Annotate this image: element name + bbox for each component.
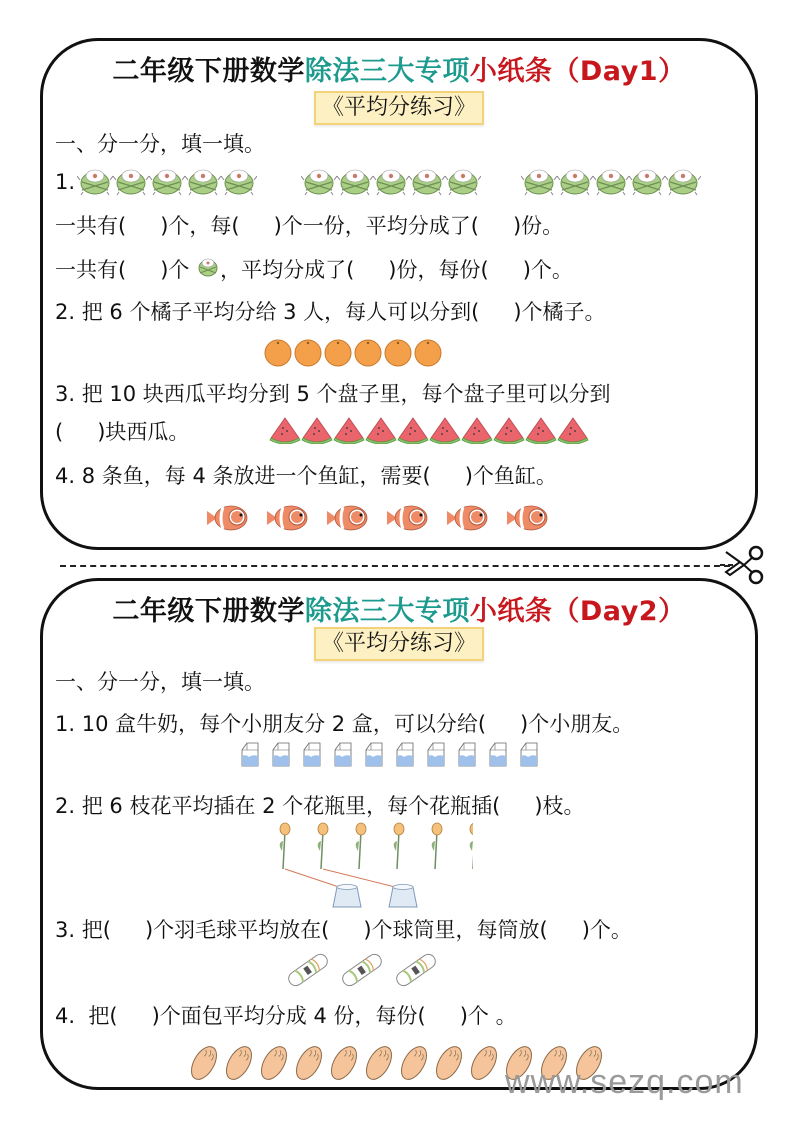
section-heading: 一、分一分，填一填。 bbox=[55, 132, 265, 156]
zongzi-icon bbox=[113, 166, 149, 200]
tulip-icon bbox=[432, 823, 442, 869]
milk-carton-icon bbox=[487, 741, 509, 773]
zongzi-icon bbox=[445, 166, 481, 200]
bread-icon bbox=[224, 1043, 254, 1087]
bread-icon bbox=[364, 1043, 394, 1087]
shuttlecock-tube-icon bbox=[283, 953, 333, 991]
orange-icon bbox=[293, 338, 323, 372]
watermelon-icon bbox=[493, 416, 525, 448]
watermelon-icon bbox=[461, 416, 493, 448]
question-2: 2. 把 6 枝花平均插在 2 个花瓶里，每个花瓶插( )枝。 bbox=[55, 794, 585, 818]
tulip-icon bbox=[470, 823, 473, 869]
question-4: 4. 把( )个面包平均分成 4 份，每份( )个 。 bbox=[55, 1004, 517, 1028]
question-1-number: 1. bbox=[55, 170, 76, 194]
fish-icon bbox=[505, 503, 551, 537]
zongzi-icon bbox=[301, 166, 337, 200]
shuttlecock-tube-row bbox=[283, 953, 441, 991]
watermark: www.sezq.com bbox=[505, 1063, 744, 1101]
zongzi-icon bbox=[337, 166, 373, 200]
milk-carton-icon bbox=[394, 741, 416, 773]
orange-icon bbox=[263, 338, 293, 372]
bread-icon bbox=[329, 1043, 359, 1087]
zongzi-icon bbox=[221, 166, 257, 200]
zongzi-icon bbox=[196, 255, 220, 287]
milk-carton-icon bbox=[332, 741, 354, 773]
card-title bbox=[43, 49, 755, 88]
title-part-day: 小纸条（Day2） bbox=[469, 596, 686, 627]
orange-row bbox=[263, 338, 443, 372]
zongzi-group-1 bbox=[77, 166, 257, 200]
question-3: 3. 把( )个羽毛球平均放在( )个球筒里，每筒放( )个。 bbox=[55, 918, 632, 942]
question-1: 1. 10 盒牛奶，每个小朋友分 2 盒，可以分给( )个小朋友。 bbox=[55, 712, 634, 736]
zongzi-icon bbox=[149, 166, 185, 200]
shuttlecock-tube-icon bbox=[337, 953, 387, 991]
question-3: 3. 把 10 块西瓜平均分到 5 个盘子里，每个盘子里可以分到 bbox=[55, 382, 611, 406]
bread-icon bbox=[189, 1043, 219, 1087]
worksheet-card-day2 bbox=[40, 578, 758, 1090]
fish-row bbox=[205, 503, 551, 537]
bread-icon bbox=[259, 1043, 289, 1087]
subtitle-banner: 《平均分练习》 bbox=[314, 627, 484, 661]
watermelon-icon bbox=[301, 416, 333, 448]
shuttlecock-tube-icon bbox=[391, 953, 441, 991]
tulip-icon bbox=[356, 823, 366, 869]
orange-icon bbox=[353, 338, 383, 372]
watermelon-icon bbox=[333, 416, 365, 448]
fish-icon bbox=[325, 503, 371, 537]
zongzi-group-3 bbox=[521, 166, 701, 200]
zongzi-icon bbox=[77, 166, 113, 200]
question-2: 2. 把 6 个橘子平均分给 3 人，每人可以分到( )个橘子。 bbox=[55, 300, 606, 324]
bread-icon bbox=[399, 1043, 429, 1087]
question-1-line-1: 一共有( )个，每( )个一份，平均分成了( )份。 bbox=[55, 214, 564, 238]
watermelon-icon bbox=[365, 416, 397, 448]
card-title bbox=[43, 589, 755, 628]
watermelon-icon bbox=[429, 416, 461, 448]
bread-icon bbox=[434, 1043, 464, 1087]
bread-icon bbox=[294, 1043, 324, 1087]
orange-icon bbox=[323, 338, 353, 372]
milk-carton-icon bbox=[425, 741, 447, 773]
title-part-grade: 二年级下册数学 bbox=[112, 596, 305, 627]
milk-carton-icon bbox=[270, 741, 292, 773]
fish-icon bbox=[385, 503, 431, 537]
zongzi-icon bbox=[557, 166, 593, 200]
watermelon-icon bbox=[397, 416, 429, 448]
worksheet-card-day1 bbox=[40, 38, 758, 550]
tulip-icon bbox=[280, 823, 290, 869]
zongzi-icon bbox=[373, 166, 409, 200]
watermelon-icon bbox=[525, 416, 557, 448]
question-4: 4. 8 条鱼，每 4 条放进一个鱼缸，需要( )个鱼缸。 bbox=[55, 464, 557, 488]
tulip-icon bbox=[394, 823, 404, 869]
zongzi-icon bbox=[665, 166, 701, 200]
watermelon-icon bbox=[269, 416, 301, 448]
zongzi-icon bbox=[409, 166, 445, 200]
fish-icon bbox=[265, 503, 311, 537]
question-1-line-2: 一共有( )个 ，平均分成了( )份，每份( )个。 bbox=[55, 255, 573, 287]
zongzi-icon bbox=[593, 166, 629, 200]
milk-carton-icon bbox=[239, 741, 261, 773]
title-part-topic: 除法三大专项 bbox=[304, 596, 470, 627]
section-heading: 一、分一分，填一填。 bbox=[55, 670, 265, 694]
question-3-continued: ( )块西瓜。 bbox=[55, 420, 190, 444]
watermelon-row bbox=[269, 416, 589, 448]
subtitle-banner: 《平均分练习》 bbox=[314, 91, 484, 125]
flowers-and-vases-illustration bbox=[273, 821, 473, 915]
orange-icon bbox=[413, 338, 443, 372]
tulip-icon bbox=[318, 823, 328, 869]
milk-carton-icon bbox=[363, 741, 385, 773]
orange-icon bbox=[383, 338, 413, 372]
watermelon-icon bbox=[557, 416, 589, 448]
milk-carton-icon bbox=[301, 741, 323, 773]
cut-line bbox=[60, 565, 730, 567]
title-part-topic: 除法三大专项 bbox=[304, 56, 470, 87]
fish-icon bbox=[205, 503, 251, 537]
title-part-grade: 二年级下册数学 bbox=[112, 56, 305, 87]
milk-carton-icon bbox=[456, 741, 478, 773]
zongzi-icon bbox=[629, 166, 665, 200]
milk-carton-icon bbox=[518, 741, 540, 773]
fish-icon bbox=[445, 503, 491, 537]
zongzi-icon bbox=[185, 166, 221, 200]
milk-carton-row bbox=[239, 741, 540, 773]
bread-icon bbox=[469, 1043, 499, 1087]
title-part-day: 小纸条（Day1） bbox=[469, 56, 686, 87]
zongzi-group-2 bbox=[301, 166, 481, 200]
zongzi-icon bbox=[521, 166, 557, 200]
